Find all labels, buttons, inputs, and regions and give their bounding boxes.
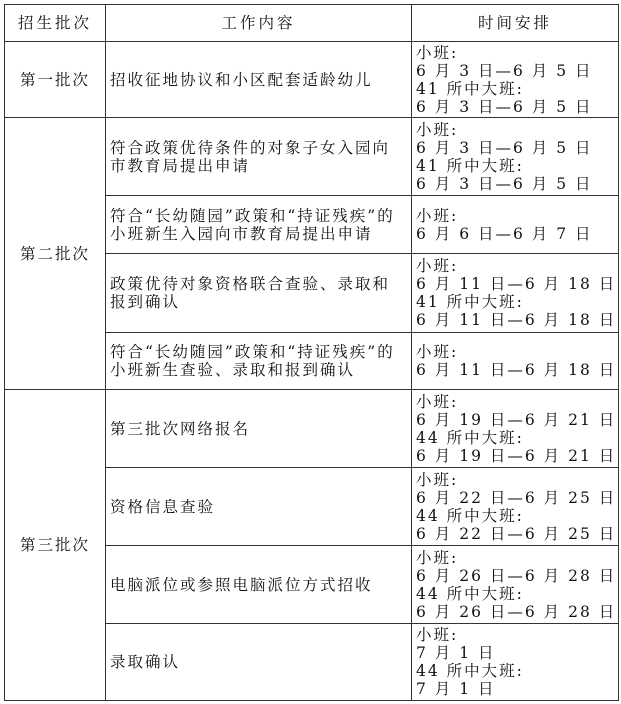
work-content: 招收征地协议和小区配套适龄幼儿 xyxy=(106,42,412,118)
time-schedule: 小班: 7 月 1 日 44 所中大班: 7 月 1 日 xyxy=(412,624,619,701)
work-content: 符合“长幼随园”政策和“持证残疾”的小班新生入园向市教育局提出申请 xyxy=(106,196,412,254)
batch-name: 第一批次 xyxy=(5,42,106,118)
table-row xyxy=(5,42,619,118)
work-content: 电脑派位或参照电脑派位方式招收 xyxy=(106,546,412,624)
header-batch: 招生批次 xyxy=(5,5,106,42)
table-row xyxy=(5,390,619,468)
time-schedule: 小班: 6 月 3 日—6 月 5 日 41 所中大班: 6 月 3 日—6 月 5 日 xyxy=(412,42,619,118)
work-content: 资格信息查验 xyxy=(106,468,412,546)
batch-name: 第三批次 xyxy=(5,390,106,701)
time-schedule: 小班: 6 月 11 日—6 月 18 日 41 所中大班: 6 月 11 日—6 月 18 日 xyxy=(412,254,619,333)
table-row xyxy=(5,118,619,196)
header-time: 时间安排 xyxy=(412,5,619,42)
header-row xyxy=(5,5,619,42)
header-content: 工作内容 xyxy=(106,5,412,42)
time-schedule: 小班: 6 月 3 日—6 月 5 日 41 所中大班: 6 月 3 日—6 月 5 日 xyxy=(412,118,619,196)
enrollment-schedule-table xyxy=(4,4,619,701)
work-content: 符合政策优待条件的对象子女入园向市教育局提出申请 xyxy=(106,118,412,196)
time-schedule: 小班: 6 月 11 日—6 月 18 日 xyxy=(412,333,619,390)
work-content: 符合“长幼随园”政策和“持证残疾”的小班新生查验、录取和报到确认 xyxy=(106,333,412,390)
work-content: 录取确认 xyxy=(106,624,412,701)
work-content: 第三批次网络报名 xyxy=(106,390,412,468)
time-schedule: 小班: 6 月 19 日—6 月 21 日 44 所中大班: 6 月 19 日—6 月 21 日 xyxy=(412,390,619,468)
batch-name: 第二批次 xyxy=(5,118,106,390)
time-schedule: 小班: 6 月 6 日—6 月 7 日 xyxy=(412,196,619,254)
work-content: 政策优待对象资格联合查验、录取和报到确认 xyxy=(106,254,412,333)
time-schedule: 小班: 6 月 26 日—6 月 28 日 44 所中大班: 6 月 26 日—6 月 28 日 xyxy=(412,546,619,624)
time-schedule: 小班: 6 月 22 日—6 月 25 日 44 所中大班: 6 月 22 日—6 月 25 日 xyxy=(412,468,619,546)
